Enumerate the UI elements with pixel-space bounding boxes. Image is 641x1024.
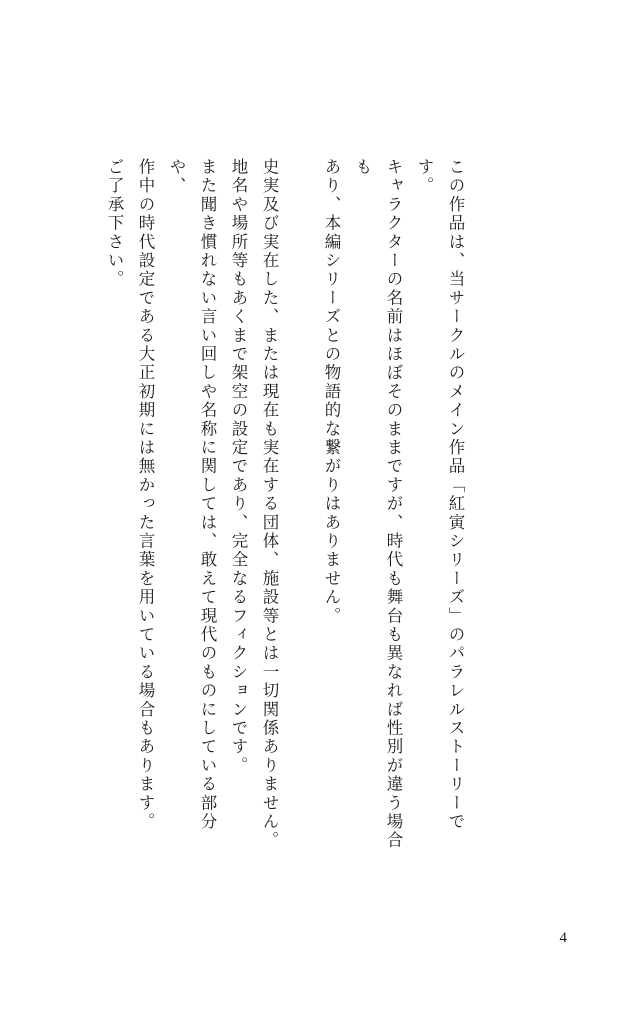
paragraph-gap <box>285 158 316 858</box>
paragraph-premise: この作品は、当サークルのメイン作品「紅寅シリーズ」のパラレルストーリーです。 キャラクターの名前はほぼそのままですが、時代も舞台も異なれば性別が違う場合も あり、本編シリーズとの物語的な繋がりはありません。 <box>322 158 465 850</box>
paragraph-disclaimer: 史実及び実在した、または現在も実在する団体、施設等とは一切関係ありません。 地名や場所等もあくまで架空の設定であり、完全なるフィクションです。 また聞き慣れない言い回しや名称に関しては、敢えて現代のものにしている部分や、 作中の時代設定である大正初期には無かった言葉を用いている場合もあります。 ご了承下さい。 <box>105 158 279 850</box>
page-number: 4 <box>559 930 567 946</box>
vertical-text-block <box>99 158 471 858</box>
